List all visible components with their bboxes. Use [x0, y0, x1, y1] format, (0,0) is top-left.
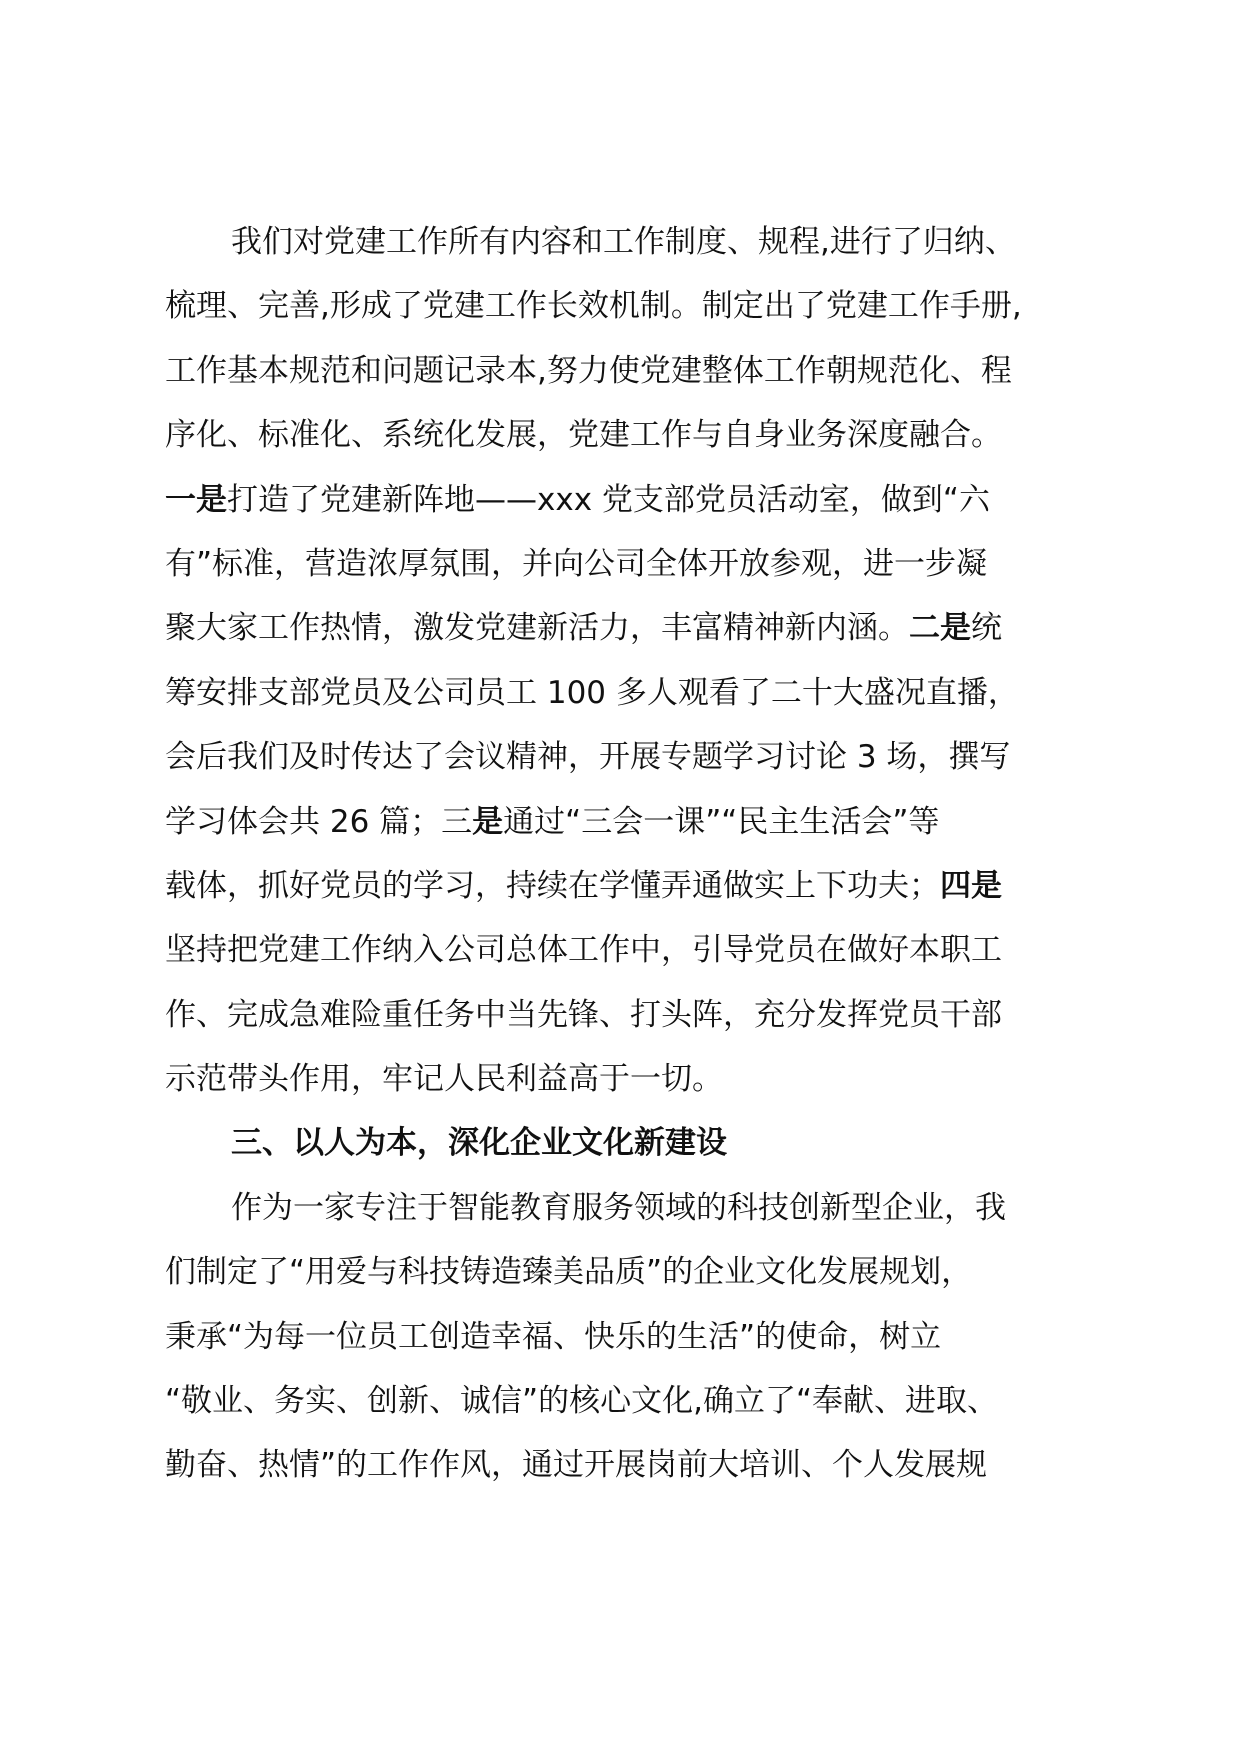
text-segment: 筹安排支部党员及公司员工 100 多人观看了二十大盛况直播， [165, 674, 1019, 711]
text-segment: 聚大家工作热情，激发党建新活力，丰富精神新内涵。 [165, 610, 909, 647]
section-heading [165, 1111, 1095, 1175]
text-segment: 学习体会共 26 篇；三 [165, 803, 473, 840]
text-segment: 工作基本规范和问题记录本,努力使党建整体工作朝规范化、程 [165, 352, 1012, 389]
bold-text-segment: 一是 [165, 481, 227, 518]
text-segment: 有”标准，营造浓厚氛围，并向公司全体开放参观，进一步凝 [165, 545, 988, 582]
text-line [165, 1369, 1095, 1433]
text-segment: 示范带头作用，牢记人民利益高于一切。 [165, 1061, 723, 1098]
text-line [165, 210, 1095, 274]
text-segment: 梳理、完善,形成了党建工作长效机制。制定出了党建工作手册, [165, 288, 1022, 325]
text-line [165, 854, 1095, 918]
bold-text-segment: 是 [472, 803, 504, 840]
text-line [165, 983, 1095, 1047]
text-line [165, 725, 1095, 789]
text-line [165, 1047, 1095, 1111]
bold-text-segment: 二是 [909, 610, 971, 647]
text-segment: “敬业、务实、创新、诚信”的核心文化,确立了“奉献、进取、 [165, 1383, 999, 1420]
text-line [165, 1305, 1095, 1369]
text-segment: 作、完成急难险重任务中当先锋、打头阵，充分发挥党员干部 [165, 996, 1002, 1033]
text-segment: 我们对党建工作所有内容和工作制度、规程,进行了归纳、 [231, 224, 1016, 260]
text-line [165, 918, 1095, 982]
text-segment: 序化、标准化、系统化发展，党建工作与自身业务深度融合。 [165, 417, 1002, 454]
text-segment: 勤奋、热情”的工作作风，通过开展岗前大培训、个人发展规 [165, 1447, 988, 1484]
text-line [165, 1240, 1095, 1304]
bold-text-segment: 四是 [940, 867, 1002, 904]
text-line [165, 468, 1095, 532]
text-segment: 会后我们及时传达了会议精神，开展专题学习讨论 3 场，撰写 [165, 739, 1011, 776]
text-line [165, 661, 1095, 725]
document-body [165, 210, 1095, 1498]
text-line [165, 790, 1095, 854]
text-segment: 秉承“为每一位员工创造幸福、快乐的生活”的使命，树立 [165, 1318, 942, 1355]
text-line [165, 1433, 1095, 1497]
text-segment: 载体，抓好党员的学习，持续在学懂弄通做实上下功夫； [165, 867, 940, 904]
text-line [165, 1176, 1095, 1240]
text-segment: 统 [971, 610, 1002, 647]
text-segment: 通过“三会一课”“民主生活会”等 [503, 803, 940, 840]
text-segment: 打造了党建新阵地——xxx 党支部党员活动室，做到“六 [227, 481, 990, 518]
text-line [165, 339, 1095, 403]
text-line [165, 532, 1095, 596]
text-line [165, 596, 1095, 660]
text-line [165, 274, 1095, 338]
text-segment: 作为一家专注于智能教育服务领域的科技创新型企业，我 [231, 1189, 1006, 1226]
text-segment: 三、以人为本，深化企业文化新建设 [231, 1125, 727, 1161]
text-segment: 们制定了“用爱与科技铸造臻美品质”的企业文化发展规划， [165, 1254, 973, 1291]
text-segment: 坚持把党建工作纳入公司总体工作中，引导党员在做好本职工 [165, 932, 1002, 969]
text-line [165, 403, 1095, 467]
